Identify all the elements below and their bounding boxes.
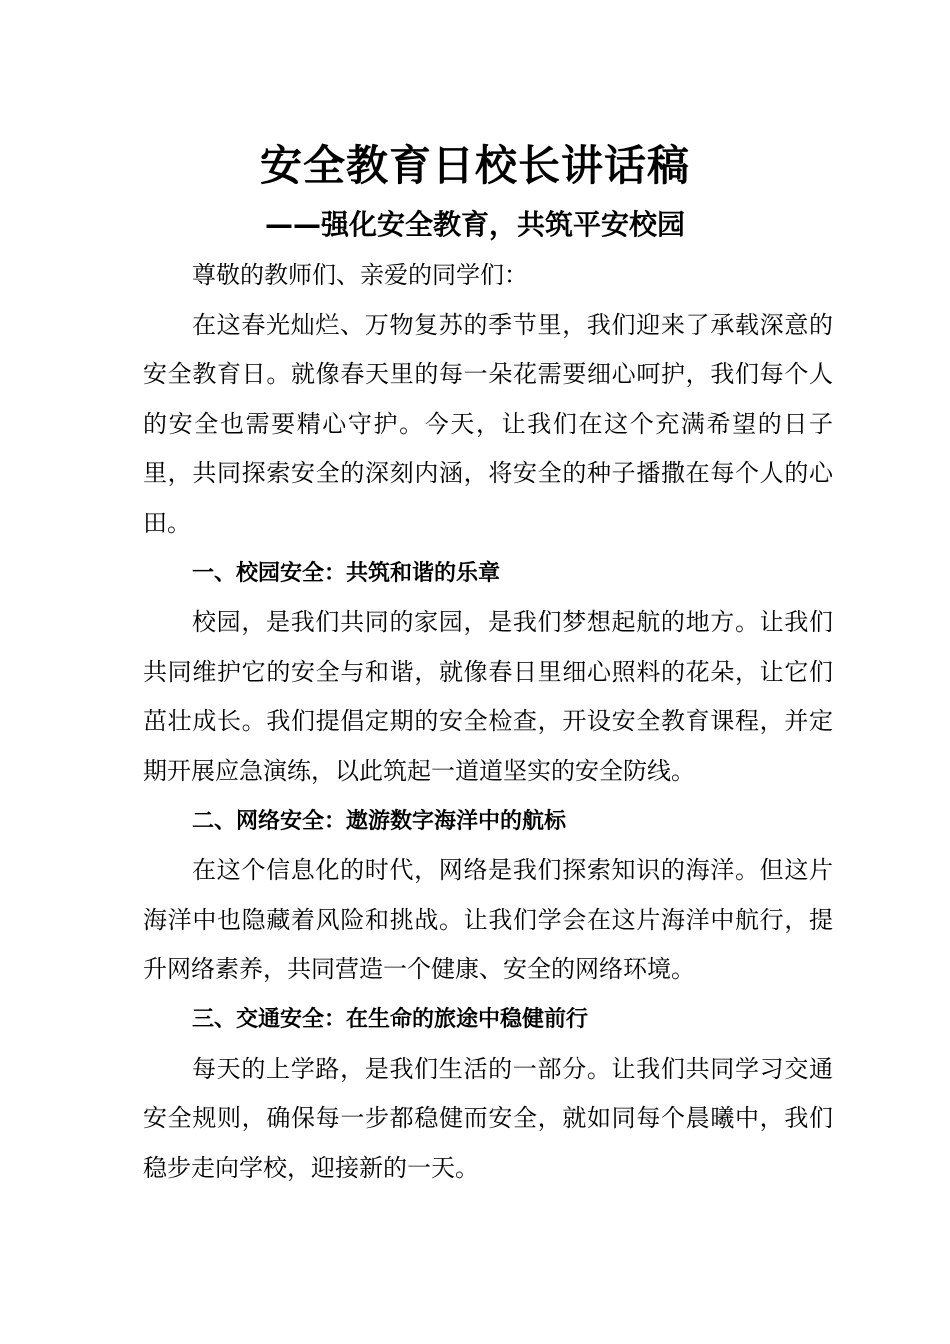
greeting: 尊敬的教师们、亲爱的同学们： [192,261,528,289]
page-subtitle: ——强化安全教育，共筑平安校园 [264,208,685,241]
section-heading-traffic: 三、交通安全：在生命的旅途中稳健前行 [192,1006,589,1032]
section-text-traffic: 每天的上学路，是我们生活的一部分。让我们共同学习交通安全规则，确保每一步都稳健而安全，就如同每个晨曦中，我们稳步走向学校，迎接新的一天。 [143,1054,833,1182]
section-text-campus: 校园，是我们共同的家园，是我们梦想起航的地方。让我们共同维护它的安全与和谐，就像春日里细心照料的花朵，让它们茁壮成长。我们提倡定期的安全检查，开设安全教育课程，并定期开展应急演练，以此筑起一道道坚实的安全防线。 [143,608,833,785]
section-heading-campus: 一、校园安全：共筑和谐的乐章 [192,560,501,586]
intro-paragraph: 在这春光灿烂、万物复苏的季节里，我们迎来了承载深意的安全教育日。就像春天里的每一朵花需要细心呵护，我们每个人的安全也需要精心守护。今天，让我们在这个充满希望的日子里，共同探索安全的深刻内涵，将安全的种子播撒在每个人的心田。 [143,310,833,537]
page-title: 安全教育日校长讲话稿 [259,141,690,190]
section-heading-network: 二、网络安全：遨游数字海洋中的航标 [192,808,567,834]
section-text-network: 在这个信息化的时代，网络是我们探索知识的海洋。但这片海洋中也隐藏着风险和挑战。让我们学会在这片海洋中航行，提升网络素养，共同营造一个健康、安全的网络环境。 [143,856,833,984]
document-body [143,251,833,1193]
